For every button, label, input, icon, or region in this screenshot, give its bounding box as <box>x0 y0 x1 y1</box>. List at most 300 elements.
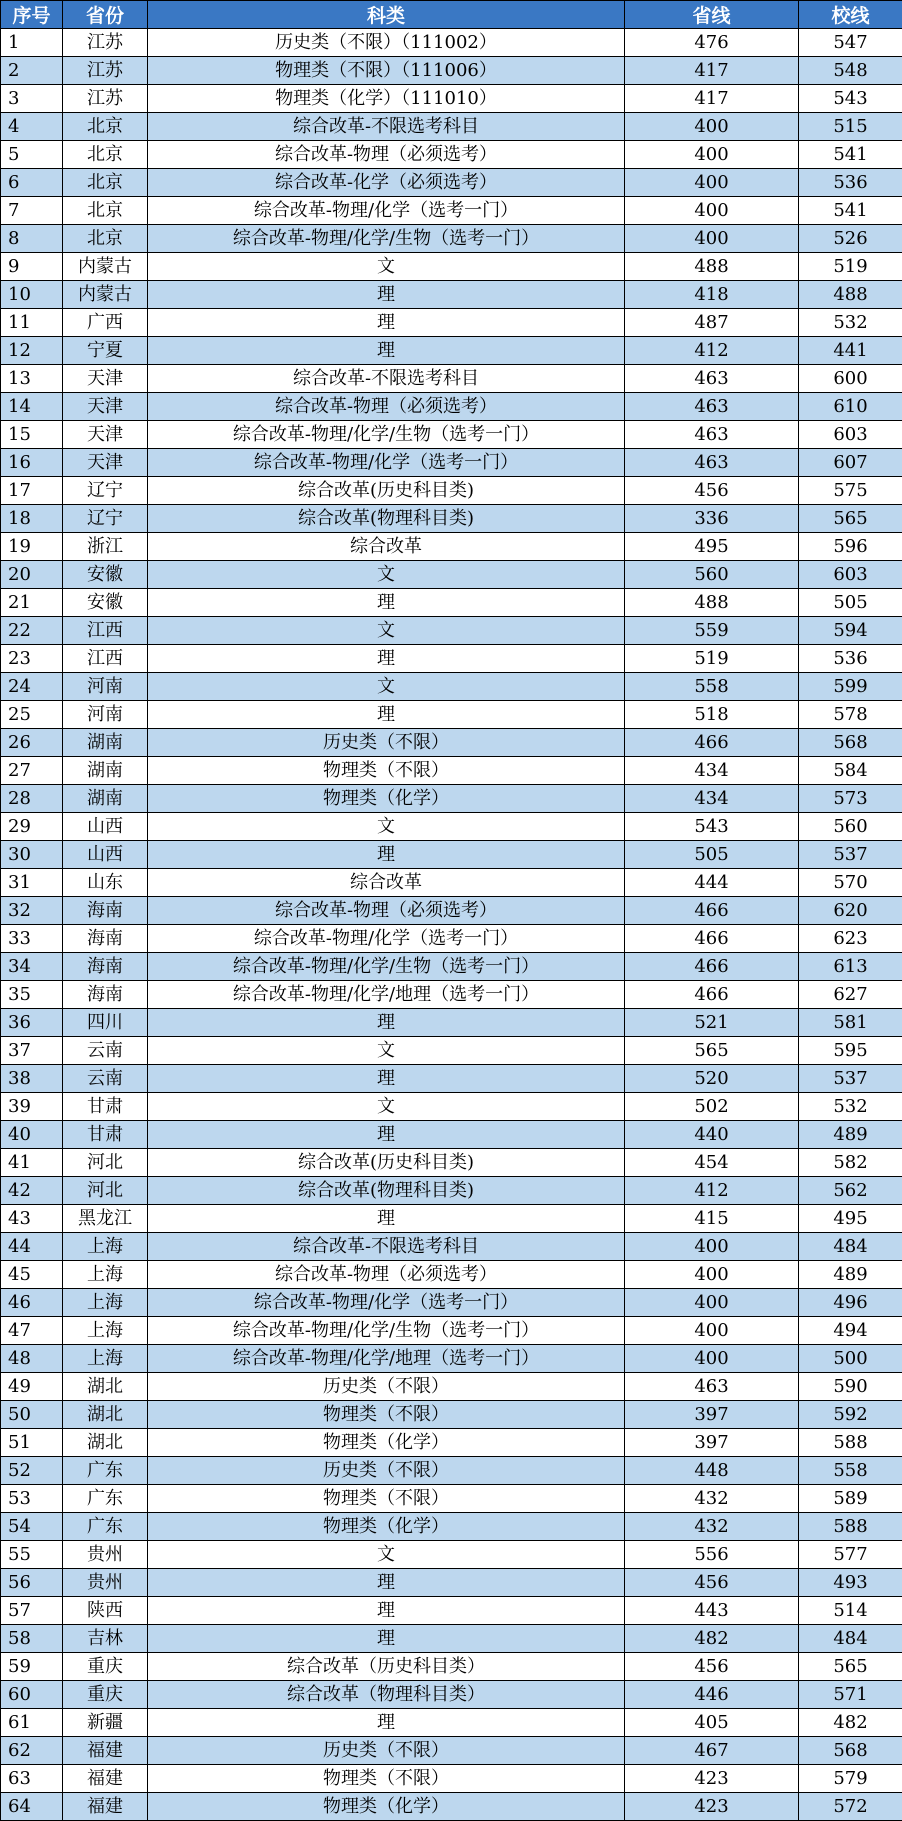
row-index: 8 <box>1 225 63 253</box>
table-row <box>1 85 902 113</box>
row-province: 上海 <box>63 1317 148 1345</box>
table-row <box>1 1541 902 1569</box>
row-school-line: 573 <box>799 785 902 813</box>
row-province-line: 400 <box>625 113 799 141</box>
row-province: 上海 <box>63 1289 148 1317</box>
row-category: 综合改革 <box>148 869 625 897</box>
row-province: 湖南 <box>63 785 148 813</box>
row-index: 6 <box>1 169 63 197</box>
row-province: 天津 <box>63 365 148 393</box>
row-index: 56 <box>1 1569 63 1597</box>
row-index: 31 <box>1 869 63 897</box>
row-school-line: 594 <box>799 617 902 645</box>
table-row <box>1 1009 902 1037</box>
row-province: 湖南 <box>63 729 148 757</box>
row-province-line: 565 <box>625 1037 799 1065</box>
row-category: 理 <box>148 1569 625 1597</box>
row-index: 9 <box>1 253 63 281</box>
row-province: 广东 <box>63 1485 148 1513</box>
row-province: 天津 <box>63 449 148 477</box>
table-row <box>1 757 902 785</box>
row-category: 理 <box>148 309 625 337</box>
row-school-line: 493 <box>799 1569 902 1597</box>
row-province: 天津 <box>63 393 148 421</box>
row-index: 48 <box>1 1345 63 1373</box>
row-index: 46 <box>1 1289 63 1317</box>
row-province: 海南 <box>63 925 148 953</box>
row-school-line: 610 <box>799 393 902 421</box>
row-province: 江西 <box>63 617 148 645</box>
row-province: 湖北 <box>63 1429 148 1457</box>
row-school-line: 484 <box>799 1625 902 1653</box>
row-category: 综合改革-物理（必须选考） <box>148 141 625 169</box>
row-index: 42 <box>1 1177 63 1205</box>
row-province-line: 463 <box>625 393 799 421</box>
table-header <box>1 1 902 29</box>
row-index: 39 <box>1 1093 63 1121</box>
row-province-line: 466 <box>625 897 799 925</box>
row-province: 河北 <box>63 1149 148 1177</box>
row-province: 安徽 <box>63 561 148 589</box>
row-category: 综合改革-物理/化学/地理（选考一门） <box>148 1345 625 1373</box>
row-school-line: 505 <box>799 589 902 617</box>
row-category: 综合改革-物理（必须选考） <box>148 393 625 421</box>
table-row <box>1 113 902 141</box>
row-category: 综合改革-物理/化学（选考一门） <box>148 1289 625 1317</box>
row-index: 35 <box>1 981 63 1009</box>
row-province-line: 456 <box>625 477 799 505</box>
table-row <box>1 1737 902 1765</box>
row-category: 物理类（化学） <box>148 785 625 813</box>
row-category: 历史类（不限） <box>148 1373 625 1401</box>
row-index: 29 <box>1 813 63 841</box>
row-index: 11 <box>1 309 63 337</box>
row-school-line: 541 <box>799 197 902 225</box>
row-index: 20 <box>1 561 63 589</box>
table-row <box>1 729 902 757</box>
table-row <box>1 253 902 281</box>
row-index: 50 <box>1 1401 63 1429</box>
row-school-line: 489 <box>799 1121 902 1149</box>
row-school-line: 519 <box>799 253 902 281</box>
row-index: 2 <box>1 57 63 85</box>
table-row <box>1 841 902 869</box>
row-province: 上海 <box>63 1261 148 1289</box>
row-province: 山东 <box>63 869 148 897</box>
row-school-line: 484 <box>799 1233 902 1261</box>
row-category: 综合改革-物理/化学/生物（选考一门） <box>148 421 625 449</box>
row-category: 物理类（不限）（111006） <box>148 57 625 85</box>
row-index: 21 <box>1 589 63 617</box>
row-index: 24 <box>1 673 63 701</box>
table-row <box>1 505 902 533</box>
row-province-line: 400 <box>625 1289 799 1317</box>
row-school-line: 488 <box>799 281 902 309</box>
row-province-line: 476 <box>625 29 799 57</box>
row-province: 广东 <box>63 1457 148 1485</box>
row-category: 历史类（不限）（111002） <box>148 29 625 57</box>
row-province-line: 518 <box>625 701 799 729</box>
row-category: 理 <box>148 841 625 869</box>
row-province: 山西 <box>63 841 148 869</box>
row-category: 历史类（不限） <box>148 1737 625 1765</box>
row-index: 32 <box>1 897 63 925</box>
table-row <box>1 197 902 225</box>
row-school-line: 514 <box>799 1597 902 1625</box>
row-school-line: 541 <box>799 141 902 169</box>
row-index: 58 <box>1 1625 63 1653</box>
row-school-line: 584 <box>799 757 902 785</box>
row-index: 3 <box>1 85 63 113</box>
row-province: 福建 <box>63 1737 148 1765</box>
row-province-line: 434 <box>625 757 799 785</box>
row-index: 28 <box>1 785 63 813</box>
row-category: 理 <box>148 1009 625 1037</box>
row-province: 宁夏 <box>63 337 148 365</box>
row-category: 综合改革-不限选考科目 <box>148 113 625 141</box>
row-category: 综合改革-不限选考科目 <box>148 1233 625 1261</box>
row-province: 北京 <box>63 141 148 169</box>
row-province-line: 463 <box>625 449 799 477</box>
row-school-line: 515 <box>799 113 902 141</box>
row-index: 59 <box>1 1653 63 1681</box>
table-row <box>1 29 902 57</box>
row-province-line: 521 <box>625 1009 799 1037</box>
row-province-line: 434 <box>625 785 799 813</box>
row-index: 14 <box>1 393 63 421</box>
row-index: 36 <box>1 1009 63 1037</box>
row-school-line: 589 <box>799 1485 902 1513</box>
row-province: 内蒙古 <box>63 281 148 309</box>
row-school-line: 607 <box>799 449 902 477</box>
row-category: 综合改革(物理科目类) <box>148 1177 625 1205</box>
row-category: 文 <box>148 561 625 589</box>
row-school-line: 599 <box>799 673 902 701</box>
table-body <box>1 29 902 1821</box>
row-school-line: 603 <box>799 561 902 589</box>
row-school-line: 543 <box>799 85 902 113</box>
row-index: 12 <box>1 337 63 365</box>
row-province-line: 400 <box>625 1233 799 1261</box>
row-province: 上海 <box>63 1233 148 1261</box>
row-province-line: 543 <box>625 813 799 841</box>
row-school-line: 578 <box>799 701 902 729</box>
row-province: 云南 <box>63 1065 148 1093</box>
row-index: 54 <box>1 1513 63 1541</box>
row-index: 45 <box>1 1261 63 1289</box>
row-province: 江苏 <box>63 85 148 113</box>
table-row <box>1 1205 902 1233</box>
row-index: 63 <box>1 1765 63 1793</box>
row-province-line: 482 <box>625 1625 799 1653</box>
table-row <box>1 1765 902 1793</box>
table-row <box>1 1653 902 1681</box>
row-category: 综合改革-物理/化学/生物（选考一门） <box>148 225 625 253</box>
row-province: 湖北 <box>63 1401 148 1429</box>
row-school-line: 571 <box>799 1681 902 1709</box>
row-category: 文 <box>148 253 625 281</box>
table-row <box>1 1037 902 1065</box>
row-index: 43 <box>1 1205 63 1233</box>
table-row <box>1 57 902 85</box>
row-category: 综合改革(历史科目类) <box>148 477 625 505</box>
row-category: 理 <box>148 337 625 365</box>
table-row <box>1 477 902 505</box>
row-province: 安徽 <box>63 589 148 617</box>
row-school-line: 536 <box>799 169 902 197</box>
row-category: 物理类（不限） <box>148 1765 625 1793</box>
row-school-line: 620 <box>799 897 902 925</box>
row-category: 物理类（化学） <box>148 1429 625 1457</box>
row-category: 理 <box>148 589 625 617</box>
table-row <box>1 309 902 337</box>
row-province-line: 488 <box>625 589 799 617</box>
row-province-line: 466 <box>625 953 799 981</box>
row-province-line: 417 <box>625 57 799 85</box>
row-index: 7 <box>1 197 63 225</box>
row-province-line: 556 <box>625 1541 799 1569</box>
row-category: 物理类（化学）（111010） <box>148 85 625 113</box>
table-row <box>1 1569 902 1597</box>
row-province-line: 466 <box>625 981 799 1009</box>
table-row <box>1 589 902 617</box>
table-row <box>1 1317 902 1345</box>
row-school-line: 565 <box>799 505 902 533</box>
row-province-line: 400 <box>625 1345 799 1373</box>
row-index: 27 <box>1 757 63 785</box>
row-category: 理 <box>148 1625 625 1653</box>
row-category: 历史类（不限） <box>148 729 625 757</box>
row-category: 理 <box>148 1065 625 1093</box>
row-category: 综合改革-物理/化学（选考一门） <box>148 449 625 477</box>
row-category: 理 <box>148 701 625 729</box>
row-province-line: 466 <box>625 925 799 953</box>
row-category: 理 <box>148 645 625 673</box>
row-province-line: 463 <box>625 1373 799 1401</box>
row-index: 38 <box>1 1065 63 1093</box>
row-school-line: 495 <box>799 1205 902 1233</box>
table-row <box>1 1149 902 1177</box>
row-index: 25 <box>1 701 63 729</box>
row-category: 综合改革-物理/化学/生物（选考一门） <box>148 1317 625 1345</box>
row-province: 天津 <box>63 421 148 449</box>
row-province-line: 443 <box>625 1597 799 1625</box>
row-school-line: 547 <box>799 29 902 57</box>
row-province: 北京 <box>63 197 148 225</box>
row-province: 北京 <box>63 169 148 197</box>
row-province-line: 400 <box>625 225 799 253</box>
row-province-line: 463 <box>625 421 799 449</box>
table-row <box>1 337 902 365</box>
header-province-line: 省线 <box>625 1 799 29</box>
row-province-line: 400 <box>625 1317 799 1345</box>
table-row <box>1 953 902 981</box>
row-province-line: 418 <box>625 281 799 309</box>
row-category: 文 <box>148 813 625 841</box>
row-index: 47 <box>1 1317 63 1345</box>
row-school-line: 562 <box>799 1177 902 1205</box>
row-province: 四川 <box>63 1009 148 1037</box>
table-row <box>1 1429 902 1457</box>
table-row <box>1 1177 902 1205</box>
row-school-line: 532 <box>799 1093 902 1121</box>
row-province: 湖南 <box>63 757 148 785</box>
table-row <box>1 1793 902 1821</box>
row-province-line: 397 <box>625 1429 799 1457</box>
row-school-line: 579 <box>799 1765 902 1793</box>
row-index: 44 <box>1 1233 63 1261</box>
row-school-line: 568 <box>799 1737 902 1765</box>
row-index: 10 <box>1 281 63 309</box>
row-province: 甘肃 <box>63 1121 148 1149</box>
row-province-line: 432 <box>625 1513 799 1541</box>
table-row <box>1 141 902 169</box>
table-row <box>1 1597 902 1625</box>
row-province: 河北 <box>63 1177 148 1205</box>
table-row <box>1 981 902 1009</box>
row-school-line: 570 <box>799 869 902 897</box>
row-province-line: 495 <box>625 533 799 561</box>
row-school-line: 526 <box>799 225 902 253</box>
row-school-line: 532 <box>799 309 902 337</box>
row-province-line: 558 <box>625 673 799 701</box>
row-province: 辽宁 <box>63 477 148 505</box>
row-index: 18 <box>1 505 63 533</box>
row-province: 江苏 <box>63 29 148 57</box>
table-row <box>1 561 902 589</box>
row-province-line: 467 <box>625 1737 799 1765</box>
row-province: 上海 <box>63 1345 148 1373</box>
row-province: 新疆 <box>63 1709 148 1737</box>
table-row <box>1 365 902 393</box>
row-province-line: 440 <box>625 1121 799 1149</box>
row-school-line: 568 <box>799 729 902 757</box>
row-school-line: 536 <box>799 645 902 673</box>
row-category: 综合改革-不限选考科目 <box>148 365 625 393</box>
header-province: 省份 <box>63 1 148 29</box>
row-province: 内蒙古 <box>63 253 148 281</box>
row-province: 北京 <box>63 113 148 141</box>
row-school-line: 548 <box>799 57 902 85</box>
table-row <box>1 869 902 897</box>
row-province-line: 336 <box>625 505 799 533</box>
row-province-line: 560 <box>625 561 799 589</box>
row-province-line: 400 <box>625 197 799 225</box>
row-province-line: 456 <box>625 1653 799 1681</box>
table-row <box>1 1457 902 1485</box>
row-school-line: 623 <box>799 925 902 953</box>
row-category: 综合改革(历史科目类) <box>148 1149 625 1177</box>
row-province: 江西 <box>63 645 148 673</box>
row-school-line: 496 <box>799 1289 902 1317</box>
table-row <box>1 1065 902 1093</box>
row-index: 33 <box>1 925 63 953</box>
row-province-line: 448 <box>625 1457 799 1485</box>
row-category: 物理类（不限） <box>148 1485 625 1513</box>
row-province-line: 446 <box>625 1681 799 1709</box>
row-index: 13 <box>1 365 63 393</box>
row-category: 物理类（不限） <box>148 1401 625 1429</box>
row-province-line: 400 <box>625 1261 799 1289</box>
row-province-line: 405 <box>625 1709 799 1737</box>
table-row <box>1 925 902 953</box>
table-row <box>1 1233 902 1261</box>
table-row <box>1 421 902 449</box>
row-province-line: 487 <box>625 309 799 337</box>
row-province: 甘肃 <box>63 1093 148 1121</box>
row-school-line: 603 <box>799 421 902 449</box>
row-category: 综合改革-物理（必须选考） <box>148 897 625 925</box>
row-category: 理 <box>148 1709 625 1737</box>
row-index: 26 <box>1 729 63 757</box>
row-province: 黑龙江 <box>63 1205 148 1233</box>
row-school-line: 588 <box>799 1429 902 1457</box>
row-index: 19 <box>1 533 63 561</box>
table-row <box>1 1093 902 1121</box>
row-school-line: 590 <box>799 1373 902 1401</box>
table-row <box>1 1261 902 1289</box>
row-index: 41 <box>1 1149 63 1177</box>
row-school-line: 482 <box>799 1709 902 1737</box>
row-category: 综合改革（物理科目类） <box>148 1681 625 1709</box>
row-category: 综合改革-物理/化学（选考一门） <box>148 925 625 953</box>
header-index: 序号 <box>1 1 63 29</box>
row-category: 综合改革 <box>148 533 625 561</box>
row-province: 福建 <box>63 1793 148 1821</box>
row-province: 重庆 <box>63 1653 148 1681</box>
row-category: 综合改革(物理科目类) <box>148 505 625 533</box>
row-province-line: 400 <box>625 141 799 169</box>
row-category: 综合改革-物理/化学（选考一门） <box>148 197 625 225</box>
row-index: 40 <box>1 1121 63 1149</box>
row-province: 江苏 <box>63 57 148 85</box>
row-index: 64 <box>1 1793 63 1821</box>
table-row <box>1 1401 902 1429</box>
table-row <box>1 1485 902 1513</box>
row-province: 海南 <box>63 953 148 981</box>
table-row <box>1 1121 902 1149</box>
table-row <box>1 1373 902 1401</box>
row-province-line: 502 <box>625 1093 799 1121</box>
row-province: 河南 <box>63 701 148 729</box>
table-row <box>1 169 902 197</box>
row-index: 57 <box>1 1597 63 1625</box>
row-school-line: 537 <box>799 841 902 869</box>
row-category: 理 <box>148 1121 625 1149</box>
row-category: 文 <box>148 1541 625 1569</box>
row-province-line: 520 <box>625 1065 799 1093</box>
row-school-line: 565 <box>799 1653 902 1681</box>
row-index: 60 <box>1 1681 63 1709</box>
row-category: 历史类（不限） <box>148 1457 625 1485</box>
row-index: 16 <box>1 449 63 477</box>
table-row <box>1 225 902 253</box>
row-school-line: 560 <box>799 813 902 841</box>
table-row <box>1 449 902 477</box>
row-province-line: 454 <box>625 1149 799 1177</box>
table-row <box>1 813 902 841</box>
row-index: 52 <box>1 1457 63 1485</box>
table-row <box>1 617 902 645</box>
row-school-line: 613 <box>799 953 902 981</box>
row-province: 湖北 <box>63 1373 148 1401</box>
header-category: 科类 <box>148 1 625 29</box>
row-category: 综合改革-物理（必须选考） <box>148 1261 625 1289</box>
row-index: 62 <box>1 1737 63 1765</box>
row-province: 广东 <box>63 1513 148 1541</box>
row-province: 重庆 <box>63 1681 148 1709</box>
row-school-line: 595 <box>799 1037 902 1065</box>
